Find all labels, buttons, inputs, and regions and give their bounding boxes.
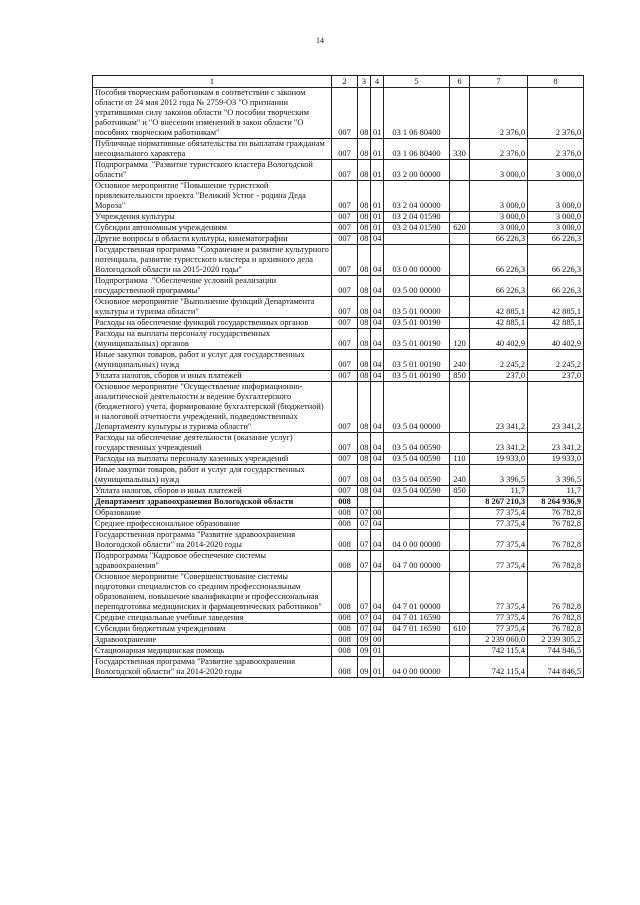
- header-cell: 8: [528, 76, 584, 88]
- target-article-code: 03 5 04 00590: [384, 465, 450, 486]
- table-row: [93, 181, 584, 212]
- subsection-code: 04: [371, 613, 384, 624]
- section-code: 09: [358, 657, 371, 678]
- row-name: Подпрограмма "Обеспечение условий реализации государственной программы": [93, 276, 332, 297]
- section-code: 07: [358, 624, 371, 635]
- expense-type-code: [450, 613, 470, 624]
- expense-type-code: 610: [450, 624, 470, 635]
- ministry-code: 008: [332, 635, 358, 646]
- amount-year-1: 3 000,0: [470, 181, 528, 212]
- amount-year-2: 3 000,0: [528, 223, 584, 234]
- table-row: [93, 433, 584, 454]
- target-article-code: 03 5 04 00590: [384, 486, 450, 497]
- subsection-code: 04: [371, 433, 384, 454]
- amount-year-1: 3 396,5: [470, 465, 528, 486]
- row-name: Основное мероприятие "Повышение туристской привлекательности проекта "Великий Устюг - родина Деда Мороза": [93, 181, 332, 212]
- subsection-code: 04: [371, 519, 384, 530]
- amount-year-2: 3 396,5: [528, 465, 584, 486]
- section-code: 07: [358, 508, 371, 519]
- section-code: 08: [358, 350, 371, 371]
- expense-type-code: [450, 276, 470, 297]
- ministry-code: 007: [332, 329, 358, 350]
- expense-type-code: [450, 519, 470, 530]
- ministry-code: 007: [332, 350, 358, 371]
- row-name: Уплата налогов, сборов и иных платежей: [93, 486, 332, 497]
- ministry-code: 008: [332, 508, 358, 519]
- subsection-code: 01: [371, 657, 384, 678]
- subsection-code: 04: [371, 572, 384, 613]
- section-code: 08: [358, 371, 371, 382]
- table-row: [93, 657, 584, 678]
- subsection-code: 04: [371, 530, 384, 551]
- expense-type-code: [450, 318, 470, 329]
- subsection-code: 04: [371, 382, 384, 433]
- table-row: [93, 486, 584, 497]
- expense-type-code: 120: [450, 329, 470, 350]
- target-article-code: 03 5 01 00190: [384, 350, 450, 371]
- ministry-code: 007: [332, 454, 358, 465]
- target-article-code: 03 2 00 00000: [384, 160, 450, 181]
- expense-type-code: 850: [450, 486, 470, 497]
- section-code: 08: [358, 486, 371, 497]
- subsection-code: 01: [371, 139, 384, 160]
- table-row: [93, 350, 584, 371]
- table-row: [93, 160, 584, 181]
- target-article-code: 03 5 01 00000: [384, 297, 450, 318]
- target-article-code: [384, 497, 450, 508]
- expense-type-code: 240: [450, 350, 470, 371]
- target-article-code: 04 7 01 16590: [384, 624, 450, 635]
- ministry-code: 008: [332, 657, 358, 678]
- table-row: [93, 519, 584, 530]
- amount-year-1: 19 933,0: [470, 454, 528, 465]
- header-cell: 1: [93, 76, 332, 88]
- amount-year-2: 11,7: [528, 486, 584, 497]
- section-code: 08: [358, 88, 371, 139]
- target-article-code: 04 7 01 16590: [384, 613, 450, 624]
- expense-type-code: [450, 181, 470, 212]
- target-article-code: 03 5 04 00590: [384, 433, 450, 454]
- amount-year-1: 8 267 210,3: [470, 497, 528, 508]
- subsection-code: 04: [371, 551, 384, 572]
- expense-type-code: 620: [450, 223, 470, 234]
- ministry-code: 008: [332, 530, 358, 551]
- amount-year-1: 77 375,4: [470, 519, 528, 530]
- target-article-code: 03 1 06 80400: [384, 88, 450, 139]
- amount-year-2: 3 000,0: [528, 181, 584, 212]
- subsection-code: 00: [371, 508, 384, 519]
- row-name: Расходы на обеспечение функций государственных органов: [93, 318, 332, 329]
- subsection-code: [371, 497, 384, 508]
- target-article-code: 04 0 00 00000: [384, 657, 450, 678]
- amount-year-1: 3 000,0: [470, 212, 528, 223]
- expense-type-code: [450, 88, 470, 139]
- section-code: 08: [358, 245, 371, 276]
- row-name: Средние специальные учебные заведения: [93, 613, 332, 624]
- section-code: 08: [358, 234, 371, 245]
- expense-type-code: [450, 657, 470, 678]
- section-code: 08: [358, 212, 371, 223]
- table-row: [93, 88, 584, 139]
- expense-type-code: [450, 551, 470, 572]
- amount-year-2: 3 000,0: [528, 212, 584, 223]
- section-code: 07: [358, 613, 371, 624]
- subsection-code: 00: [371, 635, 384, 646]
- target-article-code: 03 2 04 01590: [384, 223, 450, 234]
- subsection-code: 01: [371, 223, 384, 234]
- table-row: [93, 297, 584, 318]
- target-article-code: 03 5 01 00190: [384, 371, 450, 382]
- section-code: 08: [358, 329, 371, 350]
- row-name: Подпрограмма "Кадровое обеспечение системы здравоохранения": [93, 551, 332, 572]
- row-name: Пособия творческим работникам в соответствии с законом области от 24 мая 2012 года № 2759-ОЗ "О признании утратившими силу законов области "О пособии творческим работникам" и "О внесении изменений в закон области "О пособиях творческим работникам": [93, 88, 332, 139]
- table-row: [93, 530, 584, 551]
- amount-year-2: 23 341,2: [528, 382, 584, 433]
- table-row: [93, 245, 584, 276]
- ministry-code: 007: [332, 212, 358, 223]
- table-row: [93, 635, 584, 646]
- expense-type-code: [450, 234, 470, 245]
- amount-year-2: 237,0: [528, 371, 584, 382]
- expense-type-code: [450, 245, 470, 276]
- amount-year-2: 76 782,8: [528, 572, 584, 613]
- table-row: [93, 329, 584, 350]
- amount-year-2: 19 933,0: [528, 454, 584, 465]
- amount-year-2: 76 782,8: [528, 613, 584, 624]
- expense-type-code: [450, 497, 470, 508]
- row-name: Здравоохранение: [93, 635, 332, 646]
- table-row: [93, 572, 584, 613]
- target-article-code: 04 0 00 00000: [384, 530, 450, 551]
- table-row: [93, 139, 584, 160]
- ministry-code: 008: [332, 613, 358, 624]
- amount-year-2: 76 782,8: [528, 519, 584, 530]
- amount-year-1: 77 375,4: [470, 613, 528, 624]
- table-row: [93, 551, 584, 572]
- target-article-code: 03 5 00 00000: [384, 276, 450, 297]
- amount-year-1: 2 245,2: [470, 350, 528, 371]
- table-row: [93, 318, 584, 329]
- amount-year-2: 2 376,0: [528, 139, 584, 160]
- section-code: 08: [358, 382, 371, 433]
- budget-table: [92, 75, 584, 678]
- row-name: Публичные нормативные обязательства по выплатам гражданам несоциального характера: [93, 139, 332, 160]
- target-article-code: [384, 508, 450, 519]
- row-name: Субсидии бюджетным учреждениям: [93, 624, 332, 635]
- subsection-code: 04: [371, 624, 384, 635]
- subsection-code: 04: [371, 465, 384, 486]
- section-code: 08: [358, 223, 371, 234]
- page-number: 14: [316, 36, 324, 45]
- amount-year-1: 2 239 060,0: [470, 635, 528, 646]
- section-code: 08: [358, 297, 371, 318]
- amount-year-1: 66 226,3: [470, 245, 528, 276]
- subsection-code: 01: [371, 160, 384, 181]
- target-article-code: [384, 646, 450, 657]
- expense-type-code: 850: [450, 371, 470, 382]
- amount-year-1: 77 375,4: [470, 572, 528, 613]
- row-name: Другие вопросы в области культуры, кинематографии: [93, 234, 332, 245]
- table-row: [93, 613, 584, 624]
- row-name: Образование: [93, 508, 332, 519]
- ministry-code: 007: [332, 465, 358, 486]
- header-cell: 5: [384, 76, 450, 88]
- row-name: Уплата налогов, сборов и иных платежей: [93, 371, 332, 382]
- row-name: Расходы на выплаты персоналу государственных (муниципальных) органов: [93, 329, 332, 350]
- amount-year-1: 40 402,9: [470, 329, 528, 350]
- amount-year-2: 744 846,5: [528, 657, 584, 678]
- amount-year-2: 2 239 305,2: [528, 635, 584, 646]
- section-code: 08: [358, 276, 371, 297]
- table-row: [93, 646, 584, 657]
- row-name: Государственная программа "Развитие здравоохранения Вологодской области" на 2014-2020 годы: [93, 657, 332, 678]
- row-name: Субсидии автономным учреждениям: [93, 223, 332, 234]
- table-row: [93, 234, 584, 245]
- section-code: 07: [358, 551, 371, 572]
- amount-year-2: 66 226,3: [528, 234, 584, 245]
- amount-year-1: 66 226,3: [470, 276, 528, 297]
- amount-year-2: 76 782,8: [528, 530, 584, 551]
- section-code: 08: [358, 454, 371, 465]
- subsection-code: 04: [371, 454, 384, 465]
- ministry-code: 008: [332, 497, 358, 508]
- section-code: [358, 497, 371, 508]
- target-article-code: [384, 635, 450, 646]
- ministry-code: 008: [332, 572, 358, 613]
- section-code: 07: [358, 519, 371, 530]
- header-cell: 3: [358, 76, 371, 88]
- expense-type-code: 330: [450, 139, 470, 160]
- table-row: [93, 454, 584, 465]
- ministry-code: 007: [332, 297, 358, 318]
- amount-year-2: 2 245,2: [528, 350, 584, 371]
- row-name: Стационарная медицинская помощь: [93, 646, 332, 657]
- amount-year-2: 66 226,3: [528, 276, 584, 297]
- row-name: Расходы на обеспечение деятельности (оказание услуг) государственных учреждений: [93, 433, 332, 454]
- amount-year-2: 42 885,1: [528, 297, 584, 318]
- amount-year-2: 42 885,1: [528, 318, 584, 329]
- header-cell: 4: [371, 76, 384, 88]
- target-article-code: [384, 519, 450, 530]
- amount-year-1: 11,7: [470, 486, 528, 497]
- ministry-code: 007: [332, 181, 358, 212]
- expense-type-code: [450, 160, 470, 181]
- subsection-code: 04: [371, 276, 384, 297]
- table-row: [93, 508, 584, 519]
- amount-year-1: 2 376,0: [470, 88, 528, 139]
- amount-year-1: 2 376,0: [470, 139, 528, 160]
- subsection-code: 01: [371, 212, 384, 223]
- subsection-code: 01: [371, 181, 384, 212]
- amount-year-1: 77 375,4: [470, 530, 528, 551]
- amount-year-1: 42 885,1: [470, 297, 528, 318]
- row-name: Департамент здравоохранения Вологодской области: [93, 497, 332, 508]
- subsection-code: 04: [371, 329, 384, 350]
- table-row: [93, 465, 584, 486]
- target-article-code: 04 7 01 00000: [384, 572, 450, 613]
- row-name: Государственная программа "Сохранение и развитие культурного потенциала, развитие туристского кластера и архивного дела Вологодской области на 2015-2020 годы": [93, 245, 332, 276]
- section-code: 08: [358, 318, 371, 329]
- ministry-code: 007: [332, 245, 358, 276]
- table-row: [93, 497, 584, 508]
- section-code: 08: [358, 139, 371, 160]
- ministry-code: 007: [332, 160, 358, 181]
- target-article-code: [384, 234, 450, 245]
- subsection-code: 04: [371, 350, 384, 371]
- subsection-code: 04: [371, 297, 384, 318]
- section-code: 08: [358, 433, 371, 454]
- section-code: 08: [358, 160, 371, 181]
- amount-year-1: 237,0: [470, 371, 528, 382]
- target-article-code: 03 5 01 00190: [384, 329, 450, 350]
- amount-year-2: 2 376,0: [528, 88, 584, 139]
- section-code: 08: [358, 181, 371, 212]
- amount-year-1: 23 341,2: [470, 433, 528, 454]
- subsection-code: 04: [371, 486, 384, 497]
- table-row: [93, 212, 584, 223]
- subsection-code: 01: [371, 88, 384, 139]
- subsection-code: 04: [371, 234, 384, 245]
- section-code: 07: [358, 572, 371, 613]
- row-name: Расходы на выплаты персоналу казенных учреждений: [93, 454, 332, 465]
- expense-type-code: [450, 297, 470, 318]
- header-cell: 6: [450, 76, 470, 88]
- ministry-code: 007: [332, 276, 358, 297]
- amount-year-1: 77 375,4: [470, 508, 528, 519]
- ministry-code: 008: [332, 646, 358, 657]
- amount-year-2: 744 846,5: [528, 646, 584, 657]
- header-cell: 7: [470, 76, 528, 88]
- target-article-code: 03 5 04 00000: [384, 382, 450, 433]
- amount-year-2: 8 264 936,9: [528, 497, 584, 508]
- amount-year-1: 77 375,4: [470, 624, 528, 635]
- expense-type-code: [450, 508, 470, 519]
- table-row: [93, 223, 584, 234]
- row-name: Основное мероприятие "Осуществление информационно-аналитической деятельности и ведение бухгалтерского (бюджетного) учета, формирование бухгалтерской (бюджетной) и налоговой отчетности учреждений, подведомственных Департаменту культуры и туризма области": [93, 382, 332, 433]
- amount-year-2: 23 341,2: [528, 433, 584, 454]
- table-row: [93, 382, 584, 433]
- ministry-code: 007: [332, 433, 358, 454]
- row-name: Иные закупки товаров, работ и услуг для государственных (муниципальных) нужд: [93, 465, 332, 486]
- header-row: [93, 76, 584, 88]
- section-code: 09: [358, 635, 371, 646]
- ministry-code: 007: [332, 371, 358, 382]
- row-name: Государственная программа "Развитие здравоохранения Вологодской области" на 2014-2020 годы: [93, 530, 332, 551]
- ministry-code: 007: [332, 139, 358, 160]
- amount-year-1: 742 115,4: [470, 646, 528, 657]
- amount-year-1: 3 000,0: [470, 160, 528, 181]
- expense-type-code: [450, 635, 470, 646]
- section-code: 09: [358, 646, 371, 657]
- target-article-code: 03 0 00 00000: [384, 245, 450, 276]
- row-name: Учреждения культуры: [93, 212, 332, 223]
- amount-year-2: 66 226,3: [528, 245, 584, 276]
- section-code: 08: [358, 465, 371, 486]
- table-row: [93, 624, 584, 635]
- amount-year-2: 40 402,9: [528, 329, 584, 350]
- ministry-code: 007: [332, 382, 358, 433]
- subsection-code: 01: [371, 646, 384, 657]
- target-article-code: 04 7 00 00000: [384, 551, 450, 572]
- amount-year-1: 77 375,4: [470, 551, 528, 572]
- expense-type-code: 240: [450, 465, 470, 486]
- target-article-code: 03 1 06 80400: [384, 139, 450, 160]
- expense-type-code: [450, 212, 470, 223]
- expense-type-code: [450, 433, 470, 454]
- ministry-code: 007: [332, 234, 358, 245]
- row-name: Основное мероприятие "Выполнение функций Департамента культуры и туризма области": [93, 297, 332, 318]
- amount-year-1: 42 885,1: [470, 318, 528, 329]
- amount-year-1: 3 000,0: [470, 223, 528, 234]
- expense-type-code: 110: [450, 454, 470, 465]
- amount-year-1: 23 341,2: [470, 382, 528, 433]
- section-code: 07: [358, 530, 371, 551]
- table-row: [93, 276, 584, 297]
- expense-type-code: [450, 646, 470, 657]
- target-article-code: 03 5 04 00590: [384, 454, 450, 465]
- ministry-code: 008: [332, 519, 358, 530]
- target-article-code: 03 2 04 00000: [384, 181, 450, 212]
- ministry-code: 007: [332, 223, 358, 234]
- row-name: Иные закупки товаров, работ и услуг для государственных (муниципальных) нужд: [93, 350, 332, 371]
- amount-year-2: 76 782,8: [528, 508, 584, 519]
- amount-year-1: 66 226,3: [470, 234, 528, 245]
- ministry-code: 008: [332, 551, 358, 572]
- subsection-code: 04: [371, 245, 384, 276]
- amount-year-1: 742 115,4: [470, 657, 528, 678]
- target-article-code: 03 5 01 00190: [384, 318, 450, 329]
- subsection-code: 04: [371, 371, 384, 382]
- ministry-code: 007: [332, 88, 358, 139]
- row-name: Основное мероприятие "Совершенствование системы подготовки специалистов со средним профессиональным образованием, повышение квалификации и профессиональная переподготовка медицинских и фармацевтических работников": [93, 572, 332, 613]
- table-row: [93, 371, 584, 382]
- row-name: Подпрограмма "Развитие туристского кластера Вологодской области": [93, 160, 332, 181]
- amount-year-2: 76 782,8: [528, 624, 584, 635]
- target-article-code: 03 2 04 01590: [384, 212, 450, 223]
- expense-type-code: [450, 382, 470, 433]
- header-cell: 2: [332, 76, 358, 88]
- expense-type-code: [450, 530, 470, 551]
- amount-year-2: 76 782,8: [528, 551, 584, 572]
- amount-year-2: 3 000,0: [528, 160, 584, 181]
- ministry-code: 007: [332, 486, 358, 497]
- ministry-code: 007: [332, 318, 358, 329]
- row-name: Среднее профессиональное образование: [93, 519, 332, 530]
- ministry-code: 008: [332, 624, 358, 635]
- subsection-code: 04: [371, 318, 384, 329]
- expense-type-code: [450, 572, 470, 613]
